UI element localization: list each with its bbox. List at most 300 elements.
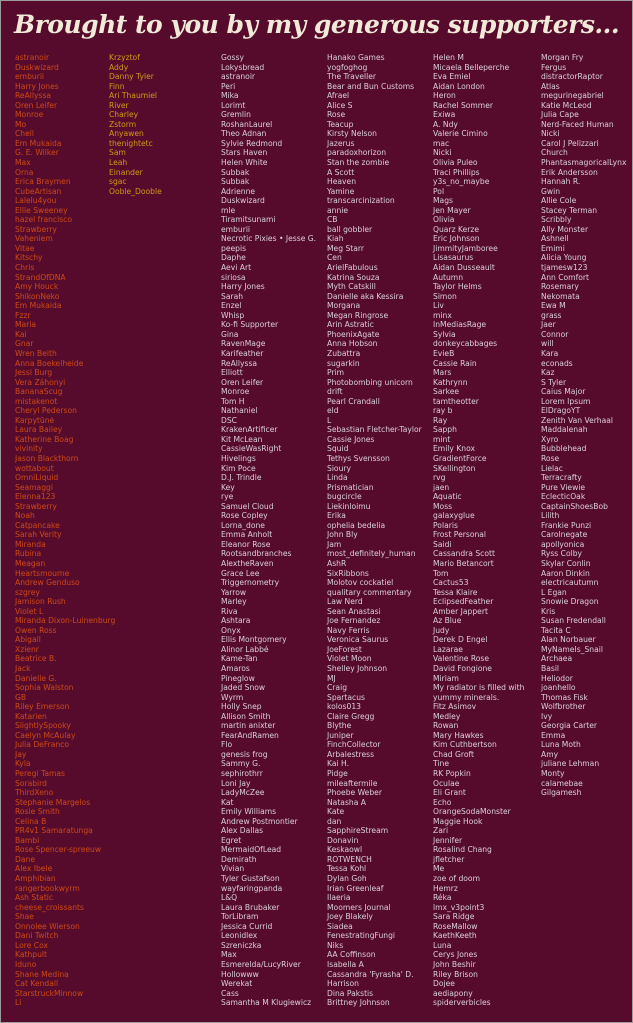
supporter-name: Eleanor Rose — [221, 539, 271, 549]
supporter-name: Kara — [541, 348, 559, 358]
supporter-name: Kai H. — [327, 759, 350, 769]
supporter-name: Cassie Jones — [327, 434, 375, 444]
supporter-name: kolos013 — [327, 702, 361, 712]
supporter-name: Prim — [327, 368, 345, 378]
supporter-name: Carolnegate — [541, 530, 588, 540]
supporter-name: Lazarae — [433, 644, 463, 654]
supporter-name: Duskwizard — [221, 196, 265, 206]
supporter-name: OrangeSodaMonster — [433, 807, 511, 817]
supporter-name: PhantasmagoricalLynx — [541, 158, 627, 168]
supporter-name: Claire Gregg — [327, 711, 375, 721]
supporter-name: most_definitely_human — [327, 549, 416, 559]
supporter-name: MJ — [327, 673, 336, 683]
supporter-name: Samuel Cloud — [221, 501, 274, 511]
supporter-name: Aidan Dusseault — [433, 263, 495, 273]
supporter-name: Law Nerd — [327, 597, 363, 607]
supporter-name: Church — [541, 148, 568, 158]
supporter-name: Cactus53 — [433, 578, 469, 588]
supporter-name: vivinity — [15, 444, 43, 454]
supporter-name: Sorabird — [15, 778, 47, 788]
supporter-name: hazel francisco — [15, 215, 72, 225]
supporter-name: Taylor Helms — [433, 282, 482, 292]
supporter-name: Riley Emerson — [15, 702, 70, 712]
supporter-name: PhoenixAgate — [327, 329, 380, 339]
supporter-name: Alex Dallas — [221, 826, 264, 836]
supporter-name: Daphe — [221, 253, 246, 263]
supporter-name: EclipsedFeather — [433, 597, 494, 607]
supporter-name: Emily Williams — [221, 807, 277, 817]
supporter-name: Max — [15, 158, 31, 168]
supporter-name: szgrey — [15, 587, 40, 597]
supporter-name: Danny Tyler — [109, 72, 154, 82]
supporter-name: My radiator is filled with — [433, 683, 525, 693]
supporter-name: Bear and Bun Customs — [327, 81, 415, 91]
supporter-name: Krzyztof — [109, 53, 140, 62]
supporter-name: jaen — [433, 482, 450, 492]
supporter-name: ThirdXeno — [15, 788, 54, 798]
supporter-name: yogfoghog — [327, 62, 368, 72]
supporter-name: astranoir — [15, 53, 50, 62]
supporter-name: Simon — [433, 291, 457, 301]
supporter-name: Esmerelda/LucyRiver — [221, 959, 301, 969]
supporter-name: Frankie Punzi — [541, 520, 592, 530]
supporter-name: Onnolee Wierson — [15, 921, 80, 931]
supporter-name: Ko-fi Supporter — [221, 320, 279, 330]
supporter-name: Sara Ridge — [433, 912, 475, 922]
supporter-name: Nekomata — [541, 291, 580, 301]
supporter-name: Valerie Cimino — [433, 129, 488, 139]
supporter-name: Eli Grant — [433, 788, 466, 798]
supporter-name: Tessa Klaire — [433, 587, 478, 597]
supporter-name: Cassie Rain — [433, 358, 477, 368]
supporter-name: dan — [327, 816, 342, 826]
supporter-name: Morgana — [327, 301, 361, 311]
supporter-name: SapphireStream — [327, 826, 389, 836]
supporter-name: StarstruckMinnow — [15, 988, 84, 998]
supporter-name: Orna — [15, 167, 34, 177]
supporter-name: Elenna123 — [15, 492, 56, 502]
supporter-name: Kiah — [327, 234, 344, 244]
supporter-name: Kyla — [15, 759, 31, 769]
supporter-name: Linda — [327, 473, 348, 483]
supporter-name: Sylvie Redmond — [221, 138, 283, 148]
supporter-name: mileaftermile — [327, 778, 378, 788]
supporter-name: KaethKeeth — [433, 931, 477, 941]
supporter-name: Key — [221, 482, 235, 492]
supporter-name: Caelyn McAulay — [15, 730, 76, 740]
supporter-name: Ryss Colby — [541, 549, 583, 559]
supporter-name: Ilaeria — [327, 893, 351, 903]
supporter-name: Pearl Crandall — [327, 396, 380, 406]
supporter-name: sephirothrr — [221, 769, 263, 779]
supporter-name: Miranda Dixon-Luinenburg — [15, 616, 116, 626]
supporter-name: Georgia Carter — [541, 721, 598, 731]
supporter-name: Dylan Goh — [327, 874, 367, 884]
supporter-name: Wolfbrother — [541, 702, 586, 712]
supporter-name: Nicki — [433, 148, 452, 158]
supporter-name: Sophia Walston — [15, 683, 74, 693]
supporter-name: Erica Braymen — [15, 177, 71, 187]
supporter-name: Phoebe Weber — [327, 788, 382, 798]
supporter-name: Chris — [15, 263, 35, 273]
supporter-name: Maria — [15, 320, 37, 330]
supporter-name: ShikonNeko — [15, 291, 60, 301]
supporter-name: yummy minerals. — [433, 692, 500, 702]
supporter-name: Wyrm — [221, 692, 244, 702]
supporter-name: jfletcher — [433, 854, 465, 864]
supporter-name: Ivy — [541, 711, 553, 721]
supporter-name: Lorimt — [221, 100, 246, 110]
supporter-name: cheese_croissants — [15, 902, 84, 912]
supporter-name: Moomers Journal — [327, 902, 391, 912]
supporter-name: Helen M — [433, 53, 464, 62]
supporter-name: Ash Static — [15, 893, 54, 903]
supporter-name: Pol — [433, 186, 445, 196]
supporter-name: Subbak — [221, 167, 250, 177]
supporter-name: Kate — [327, 807, 345, 817]
supporter-name: Cassandra 'Fyrasha' D. — [327, 969, 414, 979]
supporter-name: Saidi — [433, 539, 452, 549]
supporter-name: Caius Major — [541, 387, 586, 397]
supporter-name: Tacita C — [541, 625, 571, 635]
supporter-column-1 — [15, 53, 115, 1008]
supporter-name: Cerys Jones — [433, 950, 478, 960]
supporter-name: TorLibram — [221, 912, 259, 922]
supporter-name: apollyonica — [541, 539, 585, 549]
supporter-name: Amy — [541, 749, 559, 759]
supporter-name: Sylvia — [433, 329, 456, 339]
supporter-name: Rosemary — [541, 282, 579, 292]
supporter-name: Archaea — [541, 654, 573, 664]
supporter-name: Sebastian Fletcher-Taylor — [327, 425, 422, 435]
supporter-name: Kaz — [541, 368, 555, 378]
supporter-name: Yarrow — [221, 587, 247, 597]
supporter-name: Anyawen — [109, 129, 144, 139]
supporter-name: Arbalestress — [327, 749, 375, 759]
supporter-name: Xyro — [541, 434, 559, 444]
supporter-name: Joe Fernandez — [327, 616, 381, 626]
supporter-name: Harry Jones — [221, 282, 265, 292]
supporter-name: MyNameIs_Snail — [541, 644, 603, 654]
supporter-name: mac — [433, 138, 450, 148]
supporter-name: Anna Boekelheide — [15, 358, 84, 368]
supporter-name: AshR — [327, 558, 347, 568]
supporter-name: Amphibian — [15, 874, 56, 884]
supporter-name: Myth Catskill — [327, 282, 376, 292]
supporter-name: Samantha M Klugiewicz — [221, 998, 312, 1008]
supporter-name: Hivelings — [221, 453, 256, 463]
supporter-name: LadyMcZee — [221, 788, 265, 798]
supporter-name: Adrienne — [221, 186, 256, 196]
supporter-name: Gilgamesh — [541, 788, 582, 798]
supporter-name: Kat — [221, 797, 234, 807]
supporter-name: Katrina Souza — [327, 272, 380, 282]
supporter-name: rangerbookwyrm — [15, 883, 80, 893]
supporter-name: Sam — [109, 148, 126, 158]
supporter-name: MermaidOfLead — [221, 845, 282, 855]
supporter-name: aediapony — [433, 988, 473, 998]
supporter-name: Kitschy — [15, 253, 43, 263]
supporter-name: Rosalind Chang — [433, 845, 492, 855]
supporter-name: River — [109, 100, 129, 110]
supporter-name: Mags — [433, 196, 453, 206]
supporter-name: Vivian — [221, 864, 245, 874]
supporter-name: transcarcinization — [327, 196, 395, 206]
supporter-name: Hollowww — [221, 969, 259, 979]
supporter-name: Rose — [327, 110, 346, 120]
supporter-name: Amber Jappert — [433, 606, 488, 616]
supporter-name: Rosie Smith — [15, 807, 60, 817]
supporter-name: Gremlin — [221, 110, 251, 120]
supporter-name: joanhello — [541, 683, 576, 693]
supporter-name: ROTWENCH — [327, 854, 372, 864]
supporter-name: Alicia Young — [541, 253, 587, 263]
supporter-name: Stars Haven — [221, 148, 268, 158]
supporter-name: Medley — [433, 711, 461, 721]
supporter-name: eld — [327, 406, 339, 416]
supporter-name: Monroe — [221, 387, 250, 397]
supporter-name: Emma Anholt — [221, 530, 273, 540]
supporter-name: ArielFabulous — [327, 263, 378, 273]
supporter-name: Strawberry — [15, 501, 57, 511]
supporter-name: ReAllyssa — [221, 358, 258, 368]
supporter-name: Abigail — [15, 635, 41, 645]
supporter-name: ElDragoYT — [541, 406, 581, 416]
supporter-name: Cen — [327, 253, 342, 263]
supporter-name: Chell — [15, 129, 35, 139]
supporter-name: RoseMallow — [433, 921, 478, 931]
supporter-name: minx — [433, 310, 452, 320]
supporter-name: sgac — [109, 177, 127, 187]
supporter-name: Emily Knox — [433, 444, 476, 454]
supporter-name: Aevi Art — [221, 263, 252, 273]
supporter-name: Emma — [541, 730, 566, 740]
supporter-name: genesis frog — [221, 749, 268, 759]
supporter-name: Atlas — [541, 81, 560, 91]
supporter-name: Ellie Sweeney — [15, 205, 68, 215]
supporter-name: Ray — [433, 415, 448, 425]
supporter-name: paradoxhorizon — [327, 148, 387, 158]
supporter-name: Theo Adnan — [221, 129, 267, 139]
supporter-name: Wren Beith — [15, 348, 57, 358]
supporter-name: John Bly — [327, 530, 358, 540]
supporter-name: martin anixter — [221, 721, 276, 731]
supporter-name: Kim Cuthbertson — [433, 740, 497, 750]
supporter-name: Mo — [15, 119, 27, 129]
supporter-name: Strawberry — [15, 224, 57, 234]
supporter-name: Seamaggi — [15, 482, 53, 492]
supporter-name: Allison Smith — [221, 711, 271, 721]
supporter-name: GradientForce — [433, 453, 487, 463]
supporter-name: Liv — [433, 301, 444, 311]
supporter-name: RoshanLaurel — [221, 119, 273, 129]
supporter-name: Elliott — [221, 368, 243, 378]
supporter-name: S Tyler — [541, 377, 567, 387]
supporter-name: Erik Andersson — [541, 167, 598, 177]
supporter-name: L&Q — [221, 893, 238, 903]
supporter-name: Basil — [541, 664, 560, 673]
supporter-name: Enzel — [221, 301, 242, 311]
supporter-name: Kathrynn — [433, 377, 468, 387]
supporter-name: Mario Betancort — [433, 558, 494, 568]
supporter-name: Fzzr — [15, 310, 31, 320]
supporter-name: Egret — [221, 835, 242, 845]
supporter-name: Natasha A — [327, 797, 366, 807]
supporter-name: Ooble_Dooble — [109, 186, 162, 196]
supporter-name: Rose — [541, 453, 560, 463]
supporter-name: Joey Blakely — [327, 912, 373, 922]
supporter-name: John Beshir — [433, 959, 476, 969]
supporter-name: CubeArtisan — [15, 186, 62, 196]
supporter-name: grass — [541, 310, 562, 320]
supporter-name: Li — [15, 998, 22, 1008]
supporter-name: JimmityJamboree — [433, 243, 498, 253]
supporter-name: Addy — [109, 62, 129, 72]
supporter-name: wayfaringpanda — [221, 883, 283, 893]
supporter-name: Sarah Verity — [15, 530, 62, 540]
supporter-name: Mary Hawkes — [433, 730, 484, 740]
supporter-name: SKellington — [433, 463, 476, 473]
supporter-name: Flo — [221, 740, 233, 750]
supporter-name: Noah — [15, 511, 35, 521]
supporter-name: sugarkin — [327, 358, 360, 368]
supporter-name: Luna — [433, 940, 452, 950]
supporter-name: EvieB — [433, 348, 455, 358]
supporter-name: Kris — [541, 606, 556, 616]
supporter-name: Autumn — [433, 272, 464, 282]
supporter-name: Jen Mayer — [433, 205, 471, 215]
page-title: Brought to you by my generous supporters... — [13, 10, 620, 39]
supporter-name: peepis — [221, 243, 247, 253]
supporter-name: Ann Comfort — [541, 272, 589, 282]
supporter-name: FearAndRamen — [221, 730, 279, 740]
supporter-name: Oren Leifer — [221, 377, 264, 387]
supporter-name: Tyler Gustafson — [221, 874, 280, 884]
supporter-name: Tiramitsunami — [221, 215, 276, 225]
supporter-name: Maddalenah — [541, 425, 588, 435]
supporter-name: Exiwa — [433, 110, 456, 120]
supporter-name: Teacup — [327, 119, 354, 129]
supporter-name: Hemrz — [433, 883, 458, 893]
supporter-name: Photobombing unicorn — [327, 377, 413, 387]
supporter-column-6 — [541, 53, 626, 798]
supporter-name: Nicki — [541, 129, 560, 139]
supporter-name: Gnar — [15, 339, 34, 349]
supporter-name: Jason Blackthorn — [15, 453, 79, 463]
supporter-name: Kim Poce — [221, 463, 256, 473]
supporter-name: GB — [15, 692, 27, 702]
supporter-name: Derek D Engel — [433, 635, 488, 645]
supporter-name: KrakenArtificer — [221, 425, 278, 435]
supporter-name: Eva Emiel — [433, 72, 471, 82]
supporter-name: BananaScug — [15, 387, 63, 397]
supporter-name: Jaded Snow — [221, 683, 266, 693]
supporter-name: Keskaowl — [327, 845, 363, 855]
supporter-name: mistakenot — [15, 396, 58, 406]
supporter-name: tamtheotter — [433, 396, 479, 406]
supporter-name: Spartacus — [327, 692, 365, 702]
supporter-name: Loni Jay — [221, 778, 251, 788]
supporter-name: RK Popkin — [433, 769, 471, 779]
supporter-name: Sean Anastasi — [327, 606, 381, 616]
supporter-name: Xzienr — [15, 644, 39, 654]
supporter-name: Dojee — [433, 979, 455, 989]
supporter-name: Lilith — [541, 511, 560, 521]
supporter-name: Julia DeFranco — [15, 740, 70, 750]
supporter-name: Prismatician — [327, 482, 374, 492]
supporter-name: rvg — [433, 473, 446, 483]
supporter-name: Meg Starr — [327, 243, 365, 253]
supporter-name: Dina Pakstis — [327, 988, 374, 998]
supporter-name: Karifeather — [221, 348, 264, 358]
supporter-name: Charley — [109, 110, 139, 120]
columns-container — [1, 53, 632, 1022]
supporter-name: Rose Spencer-spreeuw — [15, 845, 102, 855]
supporter-name: Olivia Puleo — [433, 158, 478, 168]
supporter-name: CassieWasRight — [221, 444, 282, 454]
supporter-name: Susan Fredendall — [541, 616, 606, 626]
supporter-name: y3s_no_maybe — [433, 177, 490, 187]
supporter-name: Valentine Rose — [433, 654, 490, 664]
supporter-name: Laura Bailey — [15, 425, 63, 435]
supporter-name: Erika — [327, 511, 346, 521]
supporter-name: Amaros — [221, 664, 250, 673]
supporter-name: Tessa Kohl — [327, 864, 367, 874]
supporter-name: Az Blue — [433, 616, 462, 626]
supporter-name: rye — [221, 492, 234, 502]
supporter-name: Heartsmourne — [15, 568, 70, 578]
supporter-name: Zubattra — [327, 348, 361, 358]
supporter-name: Cheryl Pederson — [15, 406, 77, 416]
supporter-name: DSC — [221, 415, 237, 425]
supporter-name: Ari Thaumiel — [109, 91, 158, 101]
supporter-name: Molotov cockatiel — [327, 578, 394, 588]
supporter-name: Danielle aka Kessira — [327, 291, 404, 301]
supporter-name: Scribbly — [541, 215, 572, 225]
supporter-name: Ellis Montgomery — [221, 635, 287, 645]
supporter-name: Katarien — [15, 711, 47, 721]
supporter-name: Yamine — [327, 186, 355, 196]
supporter-name: Nathaniel — [221, 406, 258, 416]
supporter-column-5 — [433, 53, 524, 1008]
supporter-name: FenestratingFungi — [327, 931, 396, 941]
supporter-name: Kit McLean — [221, 434, 263, 444]
supporter-name: Heliodor — [541, 673, 573, 683]
supporter-name: mint — [433, 434, 451, 444]
supporter-name: ophelia bedelia — [327, 520, 386, 530]
supporter-name: InMediasRage — [433, 320, 487, 330]
supporter-name: Fergus — [541, 62, 567, 72]
supporter-name: A Scott — [327, 167, 355, 177]
supporter-name: Bubblehead — [541, 444, 587, 454]
supporter-name: Aaron Dinkin — [541, 568, 590, 578]
supporter-name: JoeForest — [327, 644, 362, 654]
supporter-name: Mika — [221, 91, 239, 101]
supporter-name: Cass — [221, 988, 239, 998]
supporter-name: qualitary commentary — [327, 587, 412, 597]
supporter-name: Gwin — [541, 186, 561, 196]
supporter-name: Me — [433, 864, 445, 874]
supporter-name: Sioury — [327, 463, 352, 473]
supporter-name: Tethys Svensson — [327, 453, 390, 463]
supporter-name: Chad Groft — [433, 749, 475, 759]
supporter-name: Fitz Asimov — [433, 702, 477, 712]
supporter-name: Hanako Games — [327, 53, 385, 62]
supporter-name: Zenith Van Verhaal — [541, 415, 613, 425]
supporter-name: astranoir — [221, 72, 256, 82]
supporter-name: SlightlySpooky — [15, 721, 71, 731]
supporter-name: Rubina — [15, 549, 42, 559]
